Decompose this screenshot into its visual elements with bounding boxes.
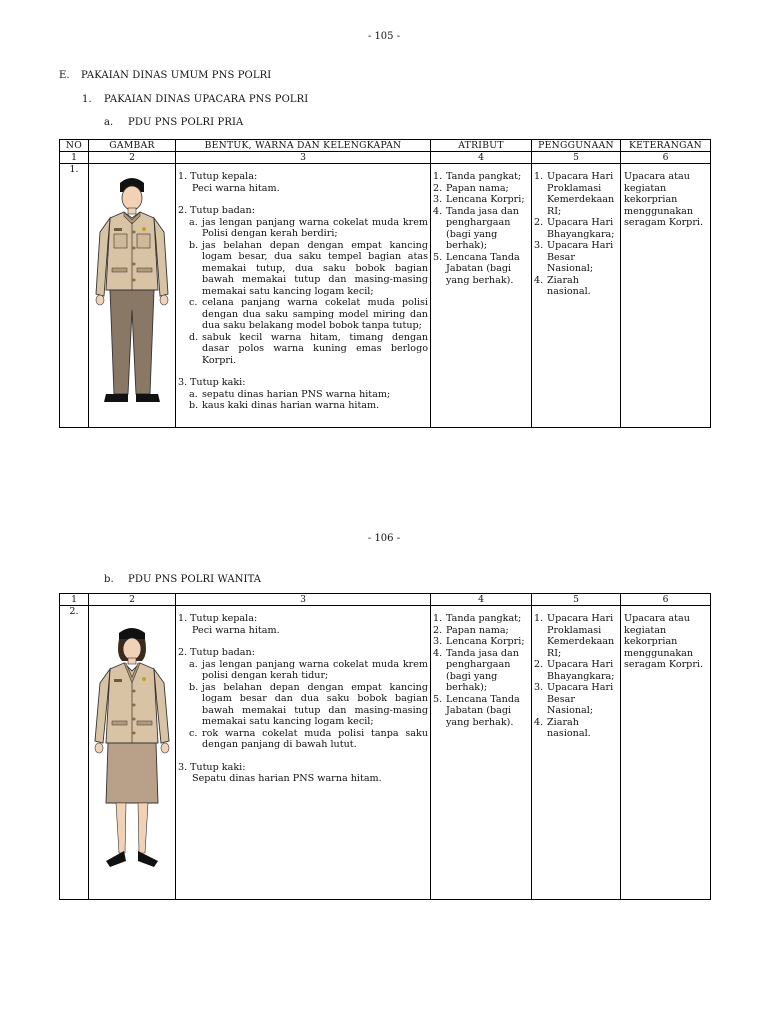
penggunaan-text: Ziarah nasional. <box>547 274 591 297</box>
column-number-row <box>60 152 711 164</box>
penggunaan-text: Upacara Hari Besar Nasional; <box>547 240 614 274</box>
col-num-5: 5 <box>532 594 621 606</box>
atribut-item <box>433 171 529 183</box>
col-num-4: 4 <box>431 594 532 606</box>
atribut-text: Tanda jasa dan penghargaan (bagi yang berhak); <box>446 647 519 693</box>
col-num-4: 4 <box>431 152 532 164</box>
bentuk-sub-marker: b. <box>189 400 199 411</box>
atribut-number: 1. <box>433 613 443 624</box>
bentuk-line: Peci warna hitam. <box>192 182 280 194</box>
bentuk-section-number: 2. <box>178 205 188 216</box>
bentuk-sub-item <box>178 217 428 240</box>
atribut-text: Papan nama; <box>446 182 509 194</box>
male-uniform-figure <box>92 172 172 408</box>
bentuk-section-number: 3. <box>178 761 188 773</box>
penggunaan-cell <box>532 164 621 428</box>
bentuk-cell <box>176 606 431 900</box>
atribut-cell <box>431 164 532 428</box>
female-uniform-figure <box>92 621 172 871</box>
bentuk-sub-item <box>178 240 428 298</box>
atribut-number: 2. <box>433 624 443 636</box>
penggunaan-item <box>534 682 618 717</box>
atribut-number: 3. <box>433 194 443 205</box>
subsub-marker: b. <box>104 574 114 585</box>
atribut-text: Papan nama; <box>446 624 509 636</box>
bentuk-section-number: 2. <box>178 647 188 658</box>
atribut-text: Lencana Korpri; <box>446 636 525 647</box>
penggunaan-number: 2. <box>534 659 544 670</box>
bentuk-section-title: Tutup kaki: <box>190 761 246 773</box>
bentuk-section-title: Tutup kepala: <box>190 613 258 624</box>
row-number: 1. <box>60 164 89 428</box>
atribut-item <box>433 206 529 252</box>
penggunaan-item <box>534 171 618 217</box>
header-atribut: ATRIBUT <box>431 140 532 152</box>
bentuk-sub-text: sabuk kecil warna hitam, timang dengan dasar polos warna kuning emas berlogo Korpri. <box>202 331 428 366</box>
atribut-text: Lencana Korpri; <box>446 194 525 205</box>
penggunaan-text: Upacara Hari Proklamasi Kemerdekaan RI; <box>547 613 615 659</box>
atribut-text: Lencana Tanda Jabatan (bagi yang berhak). <box>446 251 520 286</box>
atribut-number: 5. <box>433 251 443 263</box>
bentuk-section-title: Tutup kaki: <box>190 377 246 388</box>
bentuk-sub-marker: b. <box>189 239 199 251</box>
penggunaan-text: Upacara Hari Proklamasi Kemerdekaan RI; <box>547 171 615 217</box>
bentuk-section <box>178 205 428 366</box>
penggunaan-item <box>534 240 618 275</box>
col-num-3: 3 <box>176 594 431 606</box>
atribut-item <box>433 648 529 694</box>
penggunaan-number: 3. <box>534 240 544 251</box>
atribut-item <box>433 625 529 637</box>
penggunaan-number: 2. <box>534 217 544 228</box>
penggunaan-number: 1. <box>534 613 544 624</box>
atribut-cell <box>431 606 532 900</box>
table-row <box>60 606 711 900</box>
subsub-title: PDU PNS POLRI WANITA <box>128 574 262 585</box>
bentuk-section-head <box>178 613 428 625</box>
penggunaan-item <box>534 717 618 740</box>
atribut-number: 4. <box>433 205 443 217</box>
col-num-2: 2 <box>89 152 176 164</box>
bentuk-section-number: 1. <box>178 171 188 182</box>
penggunaan-number: 1. <box>534 171 544 182</box>
bentuk-sub-item <box>178 728 428 751</box>
bentuk-line: Peci warna hitam. <box>192 624 280 636</box>
atribut-text: Tanda pangkat; <box>446 613 522 624</box>
bentuk-sub-item <box>178 297 428 332</box>
bentuk-sub-text: kaus kaki dinas harian warna hitam. <box>202 400 380 411</box>
subsub-heading-pria <box>104 117 243 128</box>
subsection-title: PAKAIAN DINAS UPACARA PNS POLRI <box>104 94 309 105</box>
col-num-5: 5 <box>532 152 621 164</box>
bentuk-section <box>178 171 428 194</box>
atribut-item <box>433 694 529 729</box>
bentuk-sub-item <box>178 659 428 682</box>
bentuk-section-title: Tutup kepala: <box>190 171 258 182</box>
bentuk-sub-item <box>178 332 428 367</box>
page-number-106: - 106 - <box>367 533 401 544</box>
header-keterangan: KETERANGAN <box>621 140 711 152</box>
keterangan-text: Upacara atau kegiatan kekorprian menggunakan seragam Korpri. <box>624 613 704 670</box>
penggunaan-item <box>534 613 618 659</box>
section-marker: E. <box>59 70 70 81</box>
column-number-row <box>60 594 711 606</box>
uniform-table-wanita <box>59 593 711 900</box>
col-num-3: 3 <box>176 152 431 164</box>
bentuk-line: Sepatu dinas harian PNS warna hitam. <box>192 773 382 784</box>
col-num-6: 6 <box>621 594 711 606</box>
bentuk-section-head <box>178 762 428 774</box>
bentuk-section-head <box>178 647 428 659</box>
header-penggunaan: PENGGUNAAN <box>532 140 621 152</box>
atribut-number: 2. <box>433 182 443 194</box>
bentuk-section-head <box>178 171 428 183</box>
col-num-1: 1 <box>60 152 89 164</box>
row-number: 2. <box>60 606 89 900</box>
bentuk-section <box>178 647 428 751</box>
bentuk-sub-marker: c. <box>189 297 198 308</box>
penggunaan-item <box>534 217 618 240</box>
penggunaan-number: 4. <box>534 274 544 286</box>
uniform-table-pria <box>59 139 711 428</box>
bentuk-section-number: 3. <box>178 377 188 388</box>
atribut-number: 1. <box>433 171 443 182</box>
col-num-2: 2 <box>89 594 176 606</box>
keterangan-cell <box>621 606 711 900</box>
bentuk-section <box>178 377 428 412</box>
atribut-number: 3. <box>433 636 443 647</box>
bentuk-section-title: Tutup badan: <box>190 647 255 658</box>
keterangan-cell <box>621 164 711 428</box>
subsub-heading-wanita <box>104 574 261 585</box>
bentuk-sub-text: celana panjang warna cokelat muda polisi dengan dua saku samping model miring dan dua saku belakang model bobok tanpa tutup; <box>202 297 428 331</box>
header-gambar: GAMBAR <box>89 140 176 152</box>
bentuk-section <box>178 762 428 785</box>
penggunaan-text: Upacara Hari Bhayangkara; <box>547 659 615 682</box>
bentuk-section <box>178 613 428 636</box>
atribut-text: Tanda jasa dan penghargaan (bagi yang berhak); <box>446 205 519 251</box>
subsub-title: PDU PNS POLRI PRIA <box>128 117 244 128</box>
bentuk-section-head <box>178 205 428 217</box>
atribut-item <box>433 194 529 206</box>
bentuk-sub-text: jas lengan panjang warna cokelat muda krem Polisi dengan kerah berdiri; <box>202 216 428 239</box>
bentuk-sub-marker: a. <box>189 388 198 400</box>
bentuk-sub-item <box>178 682 428 728</box>
figure-cell <box>89 164 176 428</box>
subsection-heading <box>82 94 308 105</box>
atribut-number: 4. <box>433 647 443 659</box>
bentuk-sub-item <box>178 400 428 412</box>
atribut-text: Tanda pangkat; <box>446 171 522 182</box>
bentuk-cell <box>176 164 431 428</box>
penggunaan-item <box>534 275 618 298</box>
page-number-105: - 105 - <box>367 31 401 42</box>
table-header-row <box>60 140 711 152</box>
penggunaan-text: Upacara Hari Besar Nasional; <box>547 682 614 716</box>
col-num-6: 6 <box>621 152 711 164</box>
header-no: NO <box>60 140 89 152</box>
bentuk-sub-marker: a. <box>189 658 198 670</box>
bentuk-sub-text: jas belahan depan dengan empat kancing logam besar dan dua saku bobok bagian bawah memakai tutup dan masing-masing memakai satu kancing logam kecil; <box>202 681 428 727</box>
col-num-1: 1 <box>60 594 89 606</box>
atribut-text: Lencana Tanda Jabatan (bagi yang berhak). <box>446 693 520 728</box>
bentuk-sub-marker: c. <box>189 727 198 739</box>
bentuk-sub-text: rok warna cokelat muda polisi tanpa saku dengan panjang di bawah lutut. <box>202 727 428 750</box>
penggunaan-item <box>534 659 618 682</box>
atribut-item <box>433 636 529 648</box>
subsection-marker: 1. <box>82 94 92 105</box>
penggunaan-text: Upacara Hari Bhayangkara; <box>547 217 615 240</box>
penggunaan-number: 3. <box>534 682 544 693</box>
subsub-marker: a. <box>104 117 114 128</box>
penggunaan-cell <box>532 606 621 900</box>
table-row <box>60 164 711 428</box>
section-heading <box>59 70 271 81</box>
bentuk-sub-marker: b. <box>189 681 199 693</box>
bentuk-section-title: Tutup badan: <box>190 205 255 216</box>
bentuk-sub-text: jas lengan panjang warna cokelat muda krem polisi dengan kerah tidur; <box>202 658 428 681</box>
bentuk-section-head <box>178 377 428 389</box>
figure-cell <box>89 606 176 900</box>
bentuk-sub-text: jas belahan depan dengan empat kancing logam besar, dua saku tempel bagian atas memakai tutup, dua saku bobok bagian bawah memakai tutup dan masing-masing memakai satu kancing logam kecil; <box>202 239 428 297</box>
bentuk-sub-marker: a. <box>189 216 198 228</box>
header-bentuk: BENTUK, WARNA DAN KELENGKAPAN <box>176 140 431 152</box>
bentuk-sub-item <box>178 389 428 401</box>
penggunaan-number: 4. <box>534 716 544 728</box>
bentuk-section-number: 1. <box>178 613 188 624</box>
atribut-number: 5. <box>433 693 443 705</box>
bentuk-sub-marker: d. <box>189 331 199 343</box>
atribut-item <box>433 613 529 625</box>
atribut-item <box>433 252 529 287</box>
keterangan-text: Upacara atau kegiatan kekorprian menggunakan seragam Korpri. <box>624 171 704 228</box>
bentuk-sub-text: sepatu dinas harian PNS warna hitam; <box>202 388 391 400</box>
atribut-item <box>433 183 529 195</box>
section-title: PAKAIAN DINAS UMUM PNS POLRI <box>81 70 272 81</box>
penggunaan-text: Ziarah nasional. <box>547 716 591 739</box>
